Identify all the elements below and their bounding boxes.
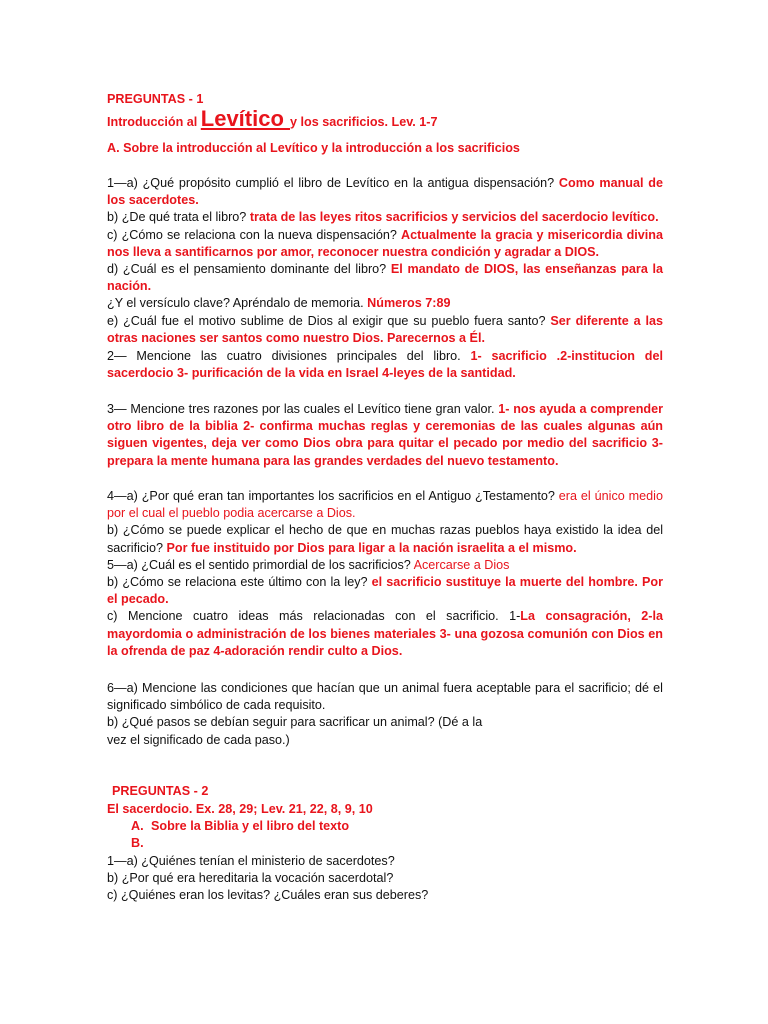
part2-q1a: 1—a) ¿Quiénes tenían el ministerio de sacerdotes? [107,853,395,868]
q4a: 4—a) ¿Por qué eran tan importantes los sacrificios en el Antiguo ¿Testamento? era el único medio por el cual el pueblo podia acercarse a Dios. [107,489,663,521]
q5c-answer: La consagración, 2-la mayordomia o administración de los bienes materiales 3- una gozosa comunión con Dios en la ofrenda de paz 4-adoración rendir culto a Dios. [107,609,663,658]
part1-intro [107,108,663,133]
q4a-answer: era el único medio por el cual el pueblo podia acercarse a Dios. [107,489,663,521]
part2-subtitle: El sacerdocio. Ex. 28, 29; Lev. 21, 22, 8, 9, 10 [107,802,373,816]
q1-verse: ¿Y el versículo clave? Apréndalo de memoria. Números 7:89 [107,296,451,311]
q1c-answer: Actualmente la gracia y misericordia divina nos lleva a santificarnos por amor, reconocer nuestra condición y agradar a DIOS. [107,227,663,259]
q1-verse-answer: Números 7:89 [367,296,451,311]
q5a-answer: Acercarse a Dios [413,557,510,572]
q5a: 5—a) ¿Cuál es el sentido primordial de los sacrificios? Acercarse a Dios [107,557,510,572]
q1c: c) ¿Cómo se relaciona con la nueva dispensación? Actualmente la gracia y misericordia divina nos lleva a santificarnos por amor, reconocer nuestra condición y agradar a DIOS. [107,227,663,259]
question-1 [107,175,663,347]
q1d: d) ¿Cuál es el pensamiento dominante del libro? El mandato de DIOS, las enseñanzas para la nación. [107,262,664,294]
q6a: 6—a) Mencione las condiciones que hacían que un animal fuera aceptable para el sacrificio; dé el significado simbólico de cada requisito. [107,681,663,713]
q4b: b) ¿Cómo se puede explicar el hecho de que en muchas razas pueblos haya existido la idea del sacrificio? Por fue instituido por Dios para ligar a la nación israelita a el mismo. [107,523,663,555]
q6b-line1: b) ¿Qué pasos se debían seguir para sacrificar un animal? (Dé a la [107,715,483,730]
part2-q1b: b) ¿Por qué era hereditaria la vocación sacerdotal? [107,870,394,885]
part1-subtitle: A. Sobre la introducción al Levítico y la introducción a los sacrificios [107,141,520,155]
intro-suffix: y los sacrificios. Lev. 1-7 [290,115,438,129]
q1b: b) ¿De qué trata el libro? trata de las leyes ritos sacrificios y servicios del sacerdocio levítico. [107,210,659,225]
q6b-line2: vez el significado de cada paso.) [107,732,290,747]
part2-list-b: B. [131,836,144,851]
part1-header [107,91,663,108]
q1e: e) ¿Cuál fue el motivo sublime de Dios al exigir que su pueblo fuera santo? Ser diferente a las otras naciones ser santos como nuestro Dios. Parecernos a Él. [107,313,664,345]
q2-answer: 1- sacrificio .2-institucion del sacerdocio 3- purificación de la vida en Israel 4-leyes de la santidad. [107,349,663,381]
q5b-answer: el sacrificio sustituye la muerte del hombre. Por el pecado. [107,575,664,607]
question-6 [107,680,663,749]
question-3: 3— Mencione tres razones por las cuales el Levítico tiene gran valor. 1- nos ayuda a comprender otro libro de la biblia 2- confirma muchas reglas y ceremonias de las cuales algunas aún siguen vigentes, deja ver como Dios obra para quitar el pecado por medio del sacrificio 3- prepara la mente humana para las grandes verdades del nuevo testamento. [107,402,663,468]
q1a-answer: Como manual de los sacerdotes. [107,176,663,208]
part1-subtitle-block [107,140,663,157]
q1e-answer: Ser diferente a las otras naciones ser santos como nuestro Dios. Parecernos a Él. [107,313,664,345]
q3-answer: 1- nos ayuda a comprender otro libro de la biblia 2- confirma muchas reglas y ceremonias de las cuales algunas aún siguen vigentes, deja ver como Dios obra para quitar el pecado por medio del sacrificio 3- prepara la mente humana para las grandes verdades del nuevo testamento. [107,402,663,468]
q1a: 1—a) ¿Qué propósito cumplió el libro de Levítico en la antigua dispensación? Como manual de los sacerdotes. [107,176,663,208]
question-2: 2— Mencione las cuatro divisiones principales del libro. 1- sacrificio .2-institucion del sacerdocio 3- purificación de la vida en Israel 4-leyes de la santidad. [107,349,663,381]
intro-prefix: Introducción al [107,115,201,129]
q5c: c) Mencione cuatro ideas más relacionadas con el sacrificio. 1-La consagración, 2-la mayordomia o administración de los bienes materiales 3- una gozosa comunión con Dios en la ofrenda de paz 4-adoración rendir culto a Dios. [107,609,663,658]
part2-q1c: c) ¿Quiénes eran los levitas? ¿Cuáles eran sus deberes? [107,888,429,903]
part2-list-a: A. Sobre la Biblia y el libro del texto [131,819,350,834]
q5b: b) ¿Cómo se relaciona este último con la ley? el sacrificio sustituye la muerte del hombre. Por el pecado. [107,575,664,607]
q4b-answer: Por fue instituido por Dios para ligar a la nación israelita a el mismo. [166,540,577,555]
question-4-5 [107,488,663,660]
part1-heading: PREGUNTAS - 1 [107,92,204,106]
q1b-answer: trata de las leyes ritos sacrificios y servicios del sacerdocio levítico. [249,210,659,225]
part2-heading: PREGUNTAS - 2 [112,784,209,798]
intro-big-title: Levítico [200,106,291,131]
part2-header [112,783,668,800]
q1d-answer: El mandato de DIOS, las enseñanzas para la nación. [107,262,664,294]
part2-body [107,801,663,904]
